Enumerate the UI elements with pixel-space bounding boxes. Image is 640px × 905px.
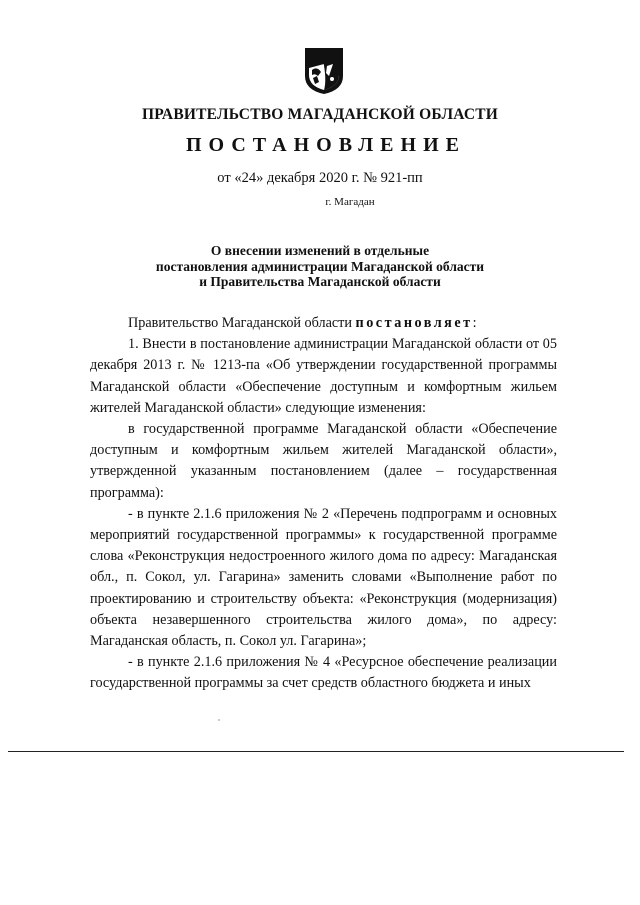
paragraph-1: 1. Внести в постановление администрации Магаданской области от 05 декабря 2013 г. № 1213-па «Об утверждении государственной программы Магаданской области «Обеспечение доступным и комфортным жильем жителей Магаданской области» следующие изменения:	[90, 336, 557, 416]
paragraph-2: в государственной программе Магаданской области «Обеспечение доступным и комфортным жильем жителей Магаданской области», утвержденной указанным постановлением (далее – государственная программа):	[90, 421, 557, 501]
decree-city: г. Магадан	[325, 196, 375, 208]
scan-speck	[218, 719, 220, 721]
preamble-colon: :	[472, 315, 477, 331]
paragraph-3: - в пункте 2.1.6 приложения № 2 «Перечень подпрограмм и основных мероприятий государственной программы» к государственной программе слова «Реконструкция недостроенного жилого дома по адресу: Магаданская обл., п. Сокол, ул. Гагарина» заменить словами «Выполнение работ по проектированию и строительству объекта: «Реконструкция (модернизация) объекта незавершенного строительства жилого дома», по адресу: Магаданская область, п. Сокол ул. Гагарина»;	[90, 505, 557, 650]
subject-line: О внесении изменений в отдельные	[210, 243, 430, 258]
subject-line: постановления администрации Магаданской области	[155, 258, 485, 274]
government-title: ПРАВИТЕЛЬСТВО МАГАДАНСКОЙ ОБЛАСТИ	[141, 106, 499, 123]
decree-date-number: от «24» декабря 2020 г. № 921-пп	[217, 170, 423, 186]
decree-subject	[0, 243, 640, 290]
preamble	[90, 313, 557, 334]
decree-body	[90, 313, 557, 695]
preamble-subject: Правительство Магаданской области	[128, 315, 356, 331]
preamble-verb: постановляет	[355, 315, 473, 331]
coat-of-arms-icon	[303, 46, 345, 96]
document-type: ПОСТАНОВЛЕНИЕ	[186, 134, 466, 156]
page-divider	[8, 751, 624, 752]
subject-line: и Правительства Магаданской области	[199, 274, 441, 289]
paragraph-4: - в пункте 2.1.6 приложения № 4 «Ресурсное обеспечение реализации государственной программы за счет средств областного бюджета и иных	[90, 654, 557, 692]
